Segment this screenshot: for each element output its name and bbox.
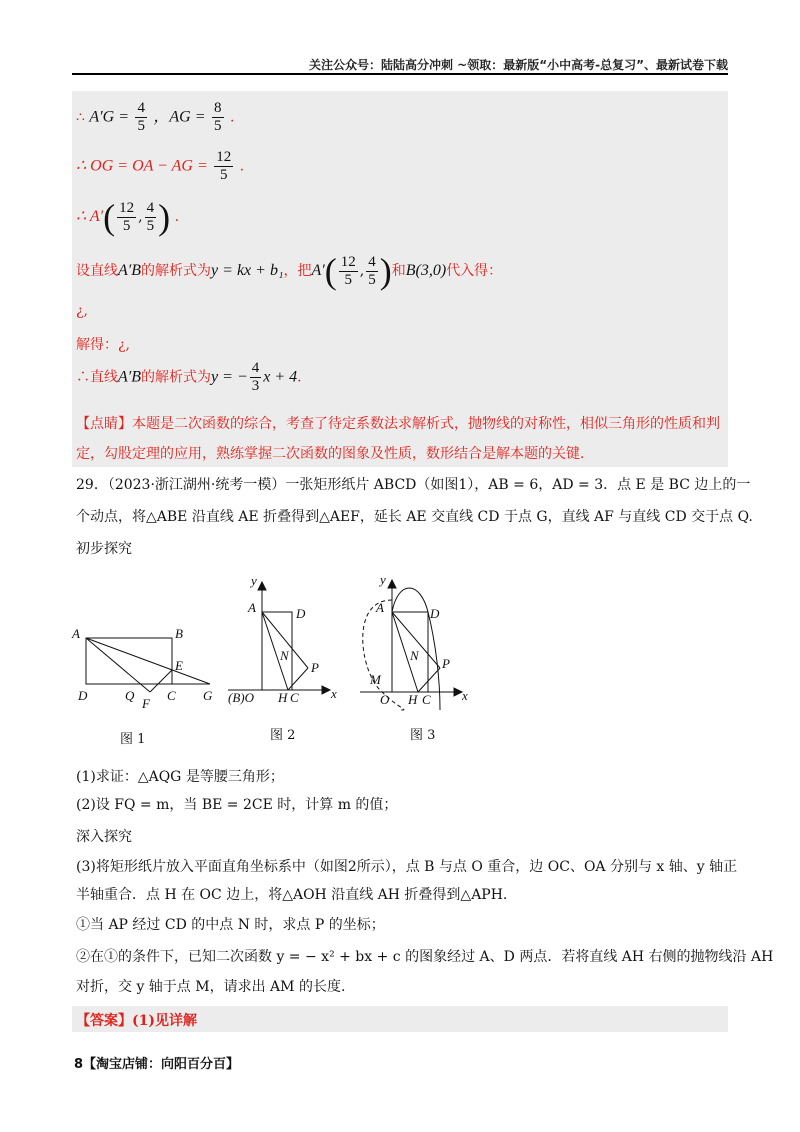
- fraction-12-5: $\frac{12}{5}$: [216, 149, 232, 183]
- solution-line-5: ¿,: [76, 303, 88, 319]
- expr-ag-prime: A′G =: [89, 108, 129, 126]
- point-b: B(3,0): [405, 262, 447, 279]
- period: .: [239, 158, 245, 175]
- period: .: [174, 209, 180, 225]
- fraction-12-5: $\frac{12}{5}$: [340, 253, 356, 288]
- fraction-8-5: $\frac{8}{5}$: [214, 100, 222, 134]
- fig1-label-c: C: [167, 688, 176, 703]
- problem-section-2: 深入探究: [76, 829, 132, 845]
- point-a-prime: A′: [311, 262, 325, 279]
- problem-line-1: 29．（2023·浙江湖州·统考一模）一张矩形纸片 ABCD（如图1），AB = 6，AD = 3．点 E 是 BC 边上的一: [76, 477, 751, 493]
- fig2-label-y: y: [251, 573, 257, 588]
- note-line-1: 【点睛】本题是二次函数的综合，考查了待定系数法求解析式，抛物线的对称性，相似三角形的性质和判: [76, 416, 720, 432]
- text-analytic: 的解析式为: [141, 263, 212, 279]
- fig2-label-d: D: [296, 606, 306, 621]
- fig1-label-q: Q: [125, 688, 135, 703]
- question-5-line-1: ②在①的条件下，已知二次函数 y = − x² + bx + c 的图象经过 A、D 两点．若将直线 AH 右侧的抛物线沿 AH: [76, 949, 774, 965]
- expr-linear: y = kx + b₁: [211, 262, 284, 279]
- fig3-label-d: D: [430, 606, 440, 621]
- text-analytic: 的解析式为: [141, 369, 212, 386]
- fig1-label-f: F: [142, 696, 150, 711]
- text-and: 和: [391, 263, 406, 279]
- answer-line: 【答案】(1)见详解: [76, 1013, 197, 1029]
- fig1-label-a: A: [72, 626, 80, 641]
- expr-x4: x + 4: [263, 368, 298, 386]
- question-4: ①当 AP 经过 CD 的中点 N 时，求点 P 的坐标；: [76, 917, 385, 933]
- solution-line-2: [76, 149, 244, 184]
- fig2-label-c: C: [290, 690, 299, 705]
- fig3-caption: 图 3: [410, 728, 436, 743]
- solution-line-6: 解得：¿,: [76, 337, 130, 353]
- fig3-label-y: y: [380, 572, 386, 587]
- question-3-line-1: (3)将矩形纸片放入平面直角坐标系中（如图2所示），点 B 与点 O 重合，边 OC、OA 分别与 x 轴、y 轴正: [76, 859, 738, 875]
- fig1-label-g: G: [203, 688, 213, 703]
- text-set-line: 设直线: [76, 263, 118, 279]
- header-divider: [72, 73, 728, 75]
- point-a-prime: ∴ A′: [76, 208, 104, 225]
- question-3-line-2: 半轴重合．点 H 在 OC 边上，将△AOH 沿直线 AH 折叠得到△APH.: [76, 887, 508, 903]
- problem-section-1: 初步探究: [76, 541, 132, 557]
- figure-2: [228, 582, 330, 694]
- question-2: (2)设 FQ = m，当 BE = 2CE 时，计算 m 的值；: [76, 797, 398, 813]
- period: .: [229, 109, 235, 126]
- fig1-caption: 图 1: [120, 732, 146, 747]
- fig2-label-p: P: [311, 660, 319, 675]
- fraction-4-5: $\frac{4}{5}$: [146, 199, 155, 234]
- figure-1: [86, 638, 210, 692]
- fig1-label-d: D: [78, 688, 88, 703]
- page-footer: 8【淘宝店铺：向阳百分百】: [74, 1057, 240, 1072]
- problem-line-2: 个动点，将△ABE 沿直线 AE 折叠得到△AEF，延长 AE 交直线 CD 于点 G，直线 AF 与直线 CD 交于点 Q.: [76, 509, 753, 525]
- solution-line-7: [76, 360, 302, 395]
- expr-y: y = −: [211, 368, 248, 386]
- fig3-label-n: N: [410, 648, 419, 663]
- page-header: 关注公众号：陆陆高分冲刺 ~领取：最新版“小中高考-总复习”、最新试卷下载: [309, 58, 728, 72]
- fraction-4-3: $\frac{4}{3}$: [251, 360, 260, 394]
- fig3-label-c: C: [422, 692, 431, 707]
- fig3-label-h: H: [408, 692, 418, 707]
- text-substitute: 代入得：: [446, 263, 503, 279]
- text-put: ，把: [283, 263, 312, 279]
- fraction-4-5: $\frac{4}{5}$: [137, 100, 145, 134]
- line-name: A′B: [118, 262, 142, 279]
- fig3-label-x: x: [462, 688, 468, 703]
- note-line-2: 定，勾股定理的应用，熟练掌握二次函数的图象及性质，数形结合是解本题的关键.: [76, 446, 585, 462]
- fig2-label-bo: (B)O: [228, 690, 254, 705]
- fig3-label-o: O: [380, 692, 390, 707]
- line-name: A′B: [118, 368, 142, 386]
- fig1-label-b: B: [175, 626, 183, 641]
- fig2-label-a: A: [248, 600, 256, 615]
- fig2-label-x: x: [331, 686, 337, 701]
- expr-og: ∴ OG = OA − AG =: [76, 157, 208, 175]
- fig2-caption: 图 2: [270, 728, 296, 743]
- therefore-symbol: ∴: [76, 109, 85, 126]
- fig3-label-m: M: [370, 672, 381, 687]
- question-1: (1)求证：△AQG 是等腰三角形；: [76, 769, 284, 785]
- period: .: [297, 369, 302, 386]
- fig2-label-h: H: [278, 690, 288, 705]
- solution-line-4: 设直线A′B的解析式为y = kx + b₁，把A′( $\frac{12}{5}$ , $\frac{4}{5}$ )和B(3,0)代入得：: [76, 251, 503, 291]
- rectangle-abcd: [86, 638, 172, 684]
- text-therefore-line: ∴直线: [76, 369, 118, 386]
- fraction-12-5: $\frac{12}{5}$: [119, 199, 135, 234]
- fig2-label-n: N: [280, 648, 289, 663]
- question-5-line-2: 对折，交 y 轴于点 M，请求出 AM 的长度.: [76, 979, 346, 995]
- fig1-label-e: E: [175, 658, 183, 673]
- fig3-label-p: P: [442, 656, 450, 671]
- fig3-label-a: A: [376, 600, 384, 615]
- fraction-4-5: $\frac{4}{5}$: [368, 253, 376, 288]
- expr-ag: ，AG =: [153, 108, 206, 126]
- solution-line-1: [76, 100, 234, 135]
- solution-line-3: ∴ A′( $\frac{12}{5}$ , $\frac{4}{5}$ ) .: [76, 197, 180, 237]
